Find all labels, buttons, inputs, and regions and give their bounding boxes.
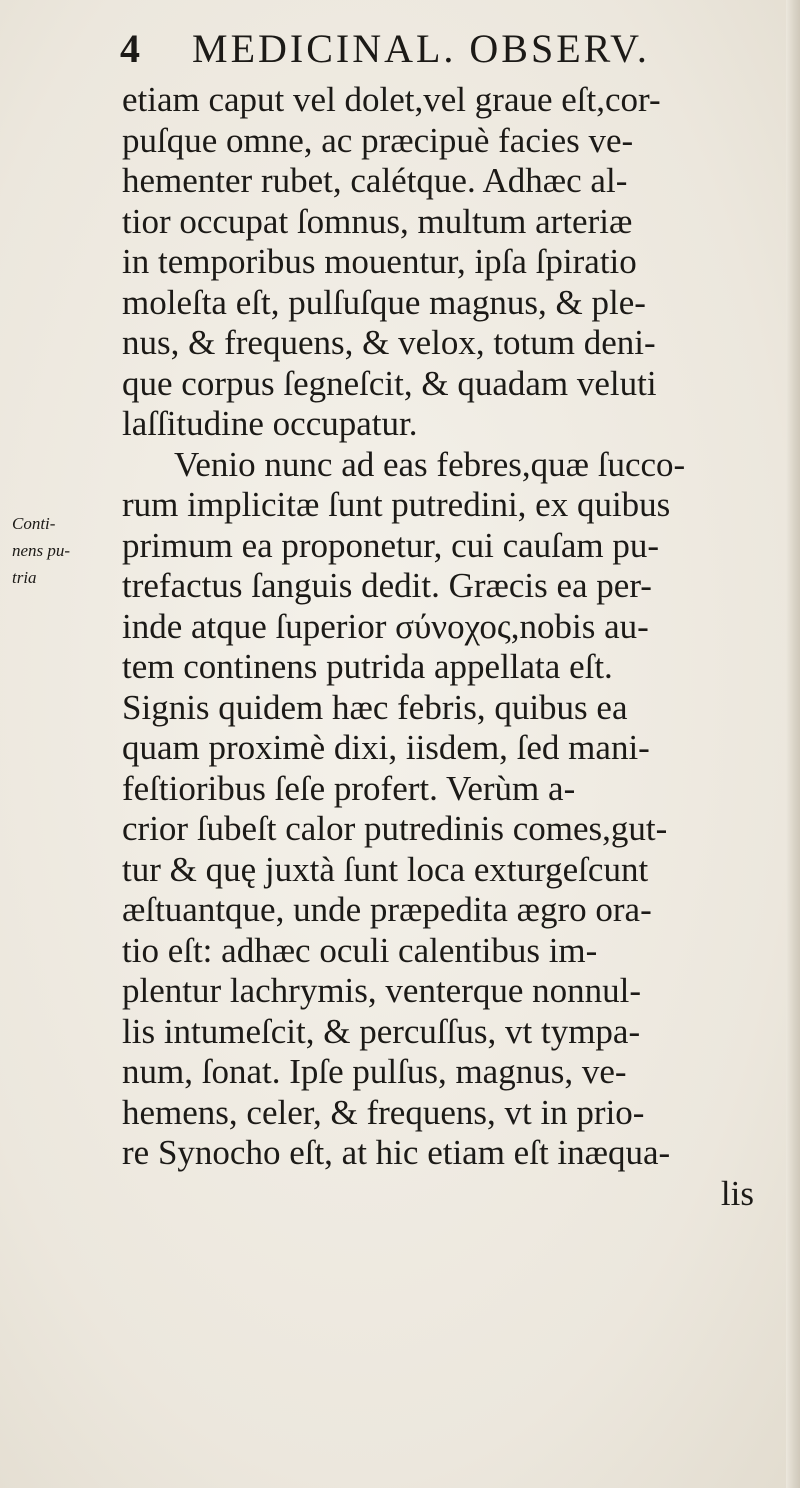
text-line: tem continens putrida appellata eſt. xyxy=(122,647,613,686)
text-line: lis intumeſcit, & percuſſus, vt tympa- xyxy=(122,1011,641,1051)
text-line: Signis quidem hæc febris, quibus ea xyxy=(122,687,628,727)
text-line: hementer rubet, calétque. Adhæc al- xyxy=(122,161,628,200)
text-line: tior occupat ſomnus, multum arteriæ xyxy=(122,201,633,241)
text-line: etiam caput vel dolet,vel graue eſt,cor- xyxy=(122,80,661,119)
text-line: re Synocho eſt, at hic etiam eſt inæqua- xyxy=(122,1133,671,1172)
margin-note-line: Conti- xyxy=(12,514,56,533)
text-line: feſtioribus ſeſe profert. Verùm a- xyxy=(122,768,576,808)
text-line: inde atque ſuperior σύνοχος,nobis au- xyxy=(122,606,649,646)
text-line: que corpus ſegneſcit, & quadam veluti xyxy=(122,363,657,403)
text-line: æſtuantque, unde præpedita ægro ora- xyxy=(122,890,652,929)
text-line: puſque omne, ac præcipuè facies ve- xyxy=(122,120,634,160)
text-line: moleſta eſt, pulſuſque magnus, & ple- xyxy=(122,282,646,322)
margin-note-line: nens pu- xyxy=(12,541,71,560)
text-line: rum implicitæ ſunt putredini, ex quibus xyxy=(122,485,671,524)
text-line: num, ſonat. Ipſe pulſus, magnus, ve- xyxy=(122,1052,627,1091)
margin-note xyxy=(12,510,82,591)
page-number: 4 xyxy=(120,26,140,71)
text-line: in temporibus mouentur, ipſa ſpiratio xyxy=(122,242,637,281)
text-line: quam proximè dixi, iisdem, ſed mani- xyxy=(122,728,650,767)
text-line: hemens, celer, & frequens, vt in prio- xyxy=(122,1092,645,1132)
text-line: tur & quę juxtà ſunt loca exturgeſcunt xyxy=(122,849,649,889)
text-line: laſſitudine occupatur. xyxy=(122,404,418,443)
page-gutter xyxy=(786,0,800,1488)
text-line: tio eſt: adhæc oculi calentibus im- xyxy=(122,930,598,970)
running-head: MEDICINAL. OBSERV. xyxy=(192,26,650,71)
margin-note-line: tria xyxy=(12,568,37,587)
catchword: lis xyxy=(720,1173,754,1213)
body-text xyxy=(122,80,782,1214)
text-line: trefactus ſanguis dedit. Græcis ea per- xyxy=(122,566,652,605)
text-line: primum ea proponetur, cui cauſam pu- xyxy=(122,525,660,565)
text-line: nus, & frequens, & velox, totum deni- xyxy=(122,323,656,362)
text-line: crior ſubeſt calor putredinis comes,gut- xyxy=(122,809,668,848)
page-header xyxy=(120,22,680,76)
text-line: plentur lachrymis, venterque nonnul- xyxy=(122,971,642,1010)
paragraph-start-line: Venio nunc ad eas febres,quæ ſucco- xyxy=(174,444,686,484)
